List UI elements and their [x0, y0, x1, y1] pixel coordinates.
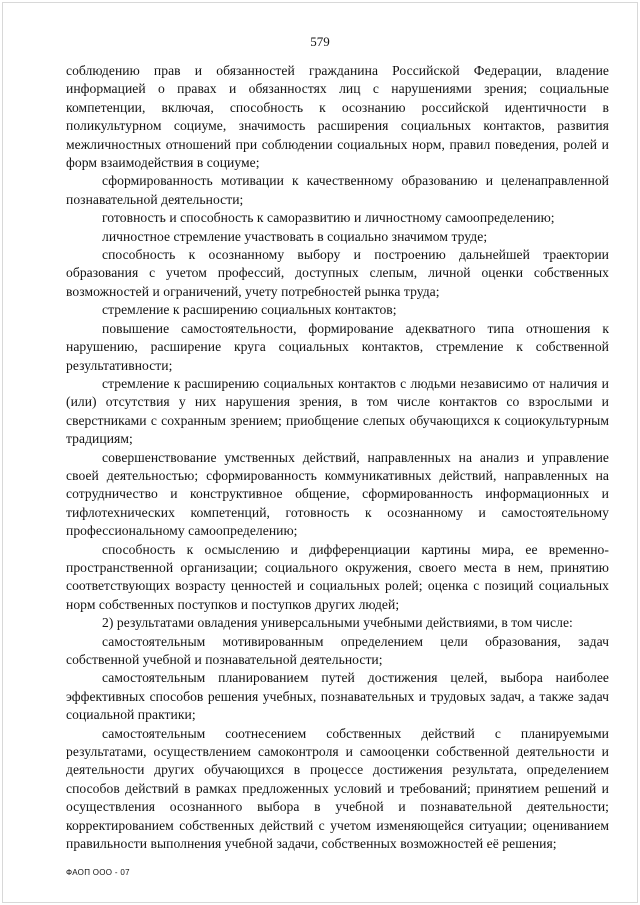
paragraph: личностное стремление участвовать в социально значимом труде;: [102, 228, 488, 244]
paragraph: повышение самостоятельности, формирование адекватного типа отношения к нарушению, расширение круга социальных контактов, стремление к собственной результативности;: [66, 320, 609, 373]
footer-code: ФАОП ООО - 07: [66, 868, 130, 877]
paragraph: стремление к расширению социальных контактов с людьми независимо от наличия и (или) отсутствия у них нарушения зрения, в том числе контактов со взрослыми и сверстниками с сохранным зрением; приобщение слепых обучающихся к социокультурным традициям;: [66, 375, 609, 447]
paragraph: стремление к расширению социальных контактов;: [102, 302, 397, 318]
paragraph: соблюдению прав и обязанностей гражданина Российской Федерации, владение информацией о правах и обязанностях лиц с нарушениями зрения; социальные компетенции, включая, способность к осознанию российской идентичности в поликультурном социуме, значимость расширения социальных контактов, развития межличностных отношений при соблюдении социальных норм, правил поведения, ролей и форм взаимодействия в социуме;: [66, 63, 609, 171]
paragraph: самостоятельным планированием путей достижения целей, выбора наиболее эффективных способов решения учебных, познавательных и трудовых задач, а также задач социальной практики;: [66, 670, 609, 723]
paragraph: готовность и способность к саморазвитию и личностному самоопределению;: [102, 210, 555, 226]
paragraph: 2) результатами овладения универсальными учебными действиями, в том числе:: [102, 615, 573, 631]
document-body: [66, 62, 609, 853]
paragraph: совершенствование умственных действий, направленных на анализ и управление своей деятельностью; сформированность коммуникативных действий, направленных на сотрудничество и конструктивное общение, сформированность информационных и тифлотехнических компетенций, готовность к осознанному и самостоятельному профессиональному самоопределению;: [66, 449, 609, 539]
page-number: 579: [310, 34, 330, 49]
paragraph: самостоятельным соотнесением собственных действий с планируемыми результатами, осуществлением самоконтроля и самооценки собственной деятельности и деятельности других обучающихся в процессе достижения результата, определением способов действий в рамках предложенных условий и требований; принятием решений и осуществления осознанного выбора в учебной и познавательной деятельности; корректированием собственных действий с учетом изменяющейся ситуации; оцениванием правильности выполнения учебной задачи, собственных возможностей её решения;: [66, 725, 609, 852]
paragraph: способность к осознанному выбору и построению дальнейшей траектории образования с учетом профессий, доступных слепым, личной оценки собственных возможностей и ограничений, учету потребностей рынка труда;: [66, 247, 609, 299]
paragraph: сформированность мотивации к качественному образованию и целенаправленной познавательной деятельности;: [66, 173, 609, 207]
paragraph: способность к осмыслению и дифференциации картины мира, ее временно-пространственной организации; социального окружения, своего места в нем, принятию соответствующих возрасту ценностей и социальных ролей; оценка с позиций социальных норм собственных поступков и поступков других людей;: [66, 541, 609, 612]
paragraph: самостоятельным мотивированным определением цели образования, задач собственной учебной и познавательной деятельности;: [66, 633, 609, 667]
